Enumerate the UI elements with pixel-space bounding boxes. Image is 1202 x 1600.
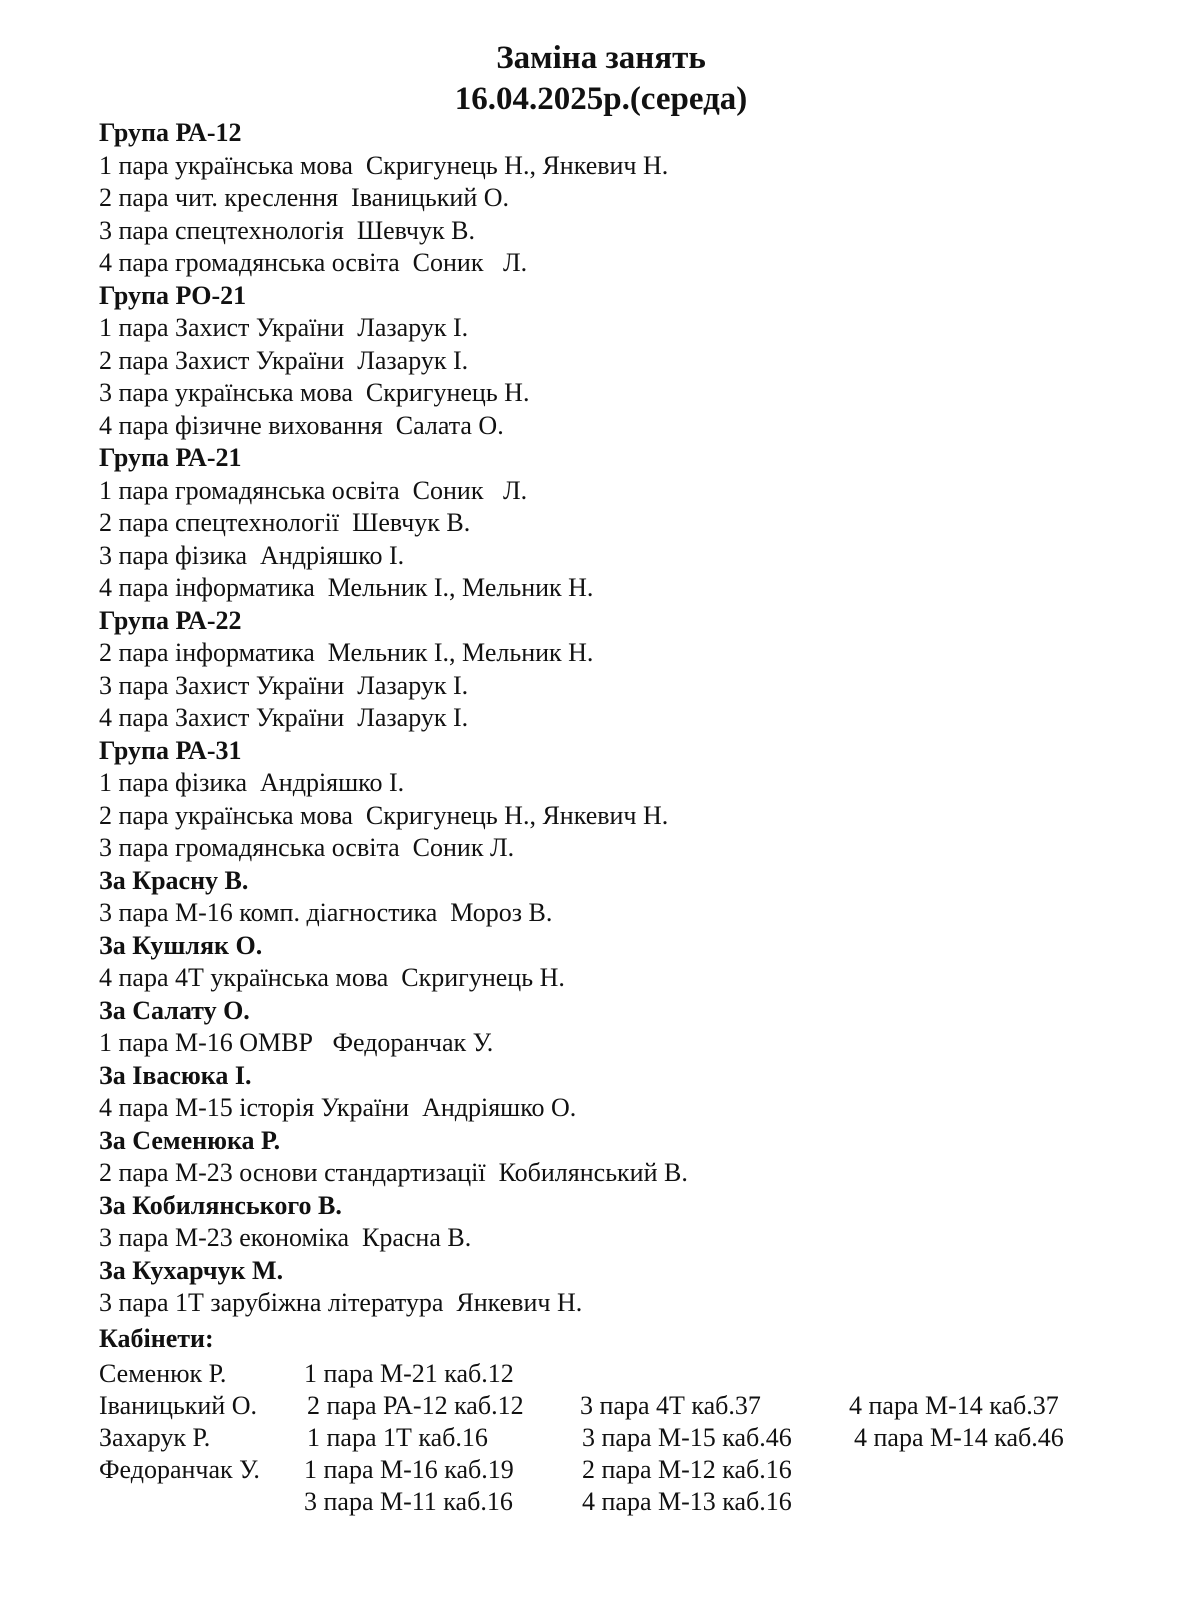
section-header: Група РО-21 — [99, 280, 247, 310]
replacements-list — [99, 117, 1179, 1320]
room-teacher-name: Федоранчак У. — [99, 1455, 260, 1484]
section-header: За Кухарчук М. — [99, 1255, 284, 1285]
lesson-line: 4 пара громадянська освіта Соник Л. — [99, 248, 528, 277]
rooms-title: Кабінети: — [99, 1324, 214, 1353]
lesson-line: 3 пара М-23 економіка Красна В. — [99, 1223, 472, 1252]
section-header: За Салату О. — [99, 995, 250, 1025]
room-cell: 4 пара М-14 каб.37 — [849, 1391, 1059, 1420]
section-header: Група РА-21 — [99, 443, 242, 472]
lesson-line: 3 пара М-16 комп. діагностика Мороз В. — [99, 898, 553, 927]
lesson-line: 2 пара спецтехнології Шевчук В. — [99, 508, 471, 537]
page-date: 16.04.2025р.(середа) — [454, 81, 748, 117]
section-header: Група РА-12 — [99, 118, 242, 147]
room-cell: 4 пара М-13 каб.16 — [582, 1487, 792, 1516]
room-cell: 1 пара 1Т каб.16 — [307, 1423, 488, 1452]
lesson-line: 2 пара Захист України Лазарук І. — [99, 345, 469, 375]
room-cell: 4 пара М-14 каб.46 — [854, 1423, 1064, 1452]
room-cell: 3 пара М-11 каб.16 — [304, 1487, 513, 1516]
lesson-line: 3 пара 1Т зарубіжна література Янкевич Н. — [99, 1288, 583, 1317]
lesson-line: 3 пара спецтехнологія Шевчук В. — [99, 215, 475, 245]
lesson-line: 1 пара Захист України Лазарук І. — [99, 313, 469, 342]
room-teacher-name: Іваницький О. — [99, 1391, 257, 1420]
lesson-line: 4 пара інформатика Мельник І., Мельник Н. — [99, 573, 594, 602]
lesson-line: 3 пара громадянська освіта Соник Л. — [99, 833, 515, 862]
lesson-line: 1 пара М-16 ОМВР Федоранчак У. — [99, 1028, 494, 1057]
room-teacher-name: Семенюк Р. — [99, 1359, 227, 1388]
lesson-line: 1 пара українська мова Скригунець Н., Янкевич Н. — [99, 150, 669, 180]
room-cell: 2 пара РА-12 каб.12 — [307, 1391, 524, 1420]
page-title: Заміна занять — [496, 40, 706, 76]
section-header: За Кобилянського В. — [99, 1190, 342, 1220]
room-cell: 1 пара М-21 каб.12 — [304, 1359, 514, 1388]
section-header: За Івасюка І. — [99, 1060, 252, 1090]
room-cell: 3 пара 4Т каб.37 — [580, 1391, 761, 1420]
room-cell: 2 пара М-12 каб.16 — [582, 1455, 792, 1484]
section-header: За Красну В. — [99, 865, 249, 895]
section-header: За Семенюка Р. — [99, 1125, 281, 1155]
section-header: Група РА-22 — [99, 605, 242, 635]
lesson-line: 4 пара Захист України Лазарук І. — [99, 703, 469, 732]
lesson-line: 3 пара українська мова Скригунець Н. — [99, 378, 530, 407]
lesson-line: 3 пара фізика Андріяшко І. — [99, 540, 405, 570]
section-header: Група РА-31 — [99, 735, 242, 765]
lesson-line: 2 пара чит. креслення Іваницький О. — [99, 183, 510, 212]
room-cell: 1 пара М-16 каб.19 — [304, 1455, 514, 1484]
lesson-line: 1 пара фізика Андріяшко І. — [99, 768, 405, 797]
lesson-line: 4 пара фізичне виховання Салата О. — [99, 410, 504, 440]
lesson-line: 4 пара 4Т українська мова Скригунець Н. — [99, 963, 565, 992]
lesson-line: 2 пара інформатика Мельник І., Мельник Н. — [99, 638, 594, 667]
lesson-line: 3 пара Захист України Лазарук І. — [99, 670, 469, 700]
room-teacher-name: Захарук Р. — [99, 1423, 211, 1452]
lesson-line: 2 пара М-23 основи стандартизації Кобилянський В. — [99, 1158, 688, 1187]
lesson-line: 1 пара громадянська освіта Соник Л. — [99, 475, 528, 505]
lesson-line: 2 пара українська мова Скригунець Н., Янкевич Н. — [99, 800, 669, 830]
lesson-line: 4 пара М-15 історія України Андріяшко О. — [99, 1093, 577, 1122]
room-cell: 3 пара М-15 каб.46 — [582, 1423, 792, 1452]
section-header: За Кушляк О. — [99, 930, 263, 960]
